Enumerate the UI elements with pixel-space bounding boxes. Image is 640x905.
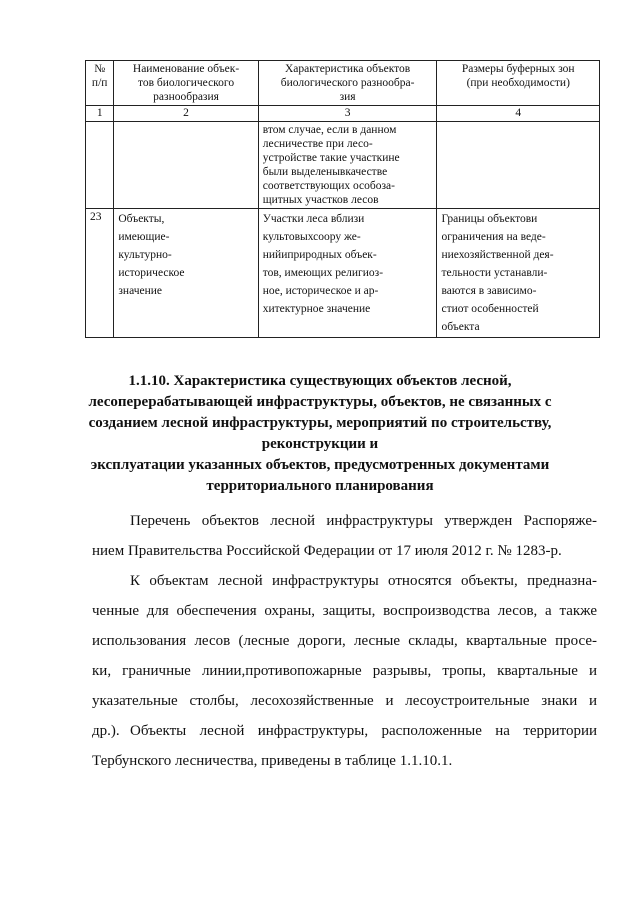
continuation-text-cell: втом случае, если в данном лесничестве при лесо- устройстве такие участкине были выделенывкачестве соответствующих особоза- щитных участков лесов xyxy=(258,122,437,209)
table-row-continuation xyxy=(86,122,600,209)
column-number-row xyxy=(86,106,600,122)
table-row-23 xyxy=(86,209,600,338)
column-number: 1 xyxy=(86,106,114,122)
biodiversity-table xyxy=(85,60,600,338)
section-heading: 1.1.10. Характеристика существующих объектов лесной, лесоперерабатывающей инфраструктуры, объектов, не связанных с созданием лесной инфраструктуры, мероприятий по строительству, реконструкции и эксплуатации указанных объектов, предусмотренных документами территориального планирования xyxy=(88,373,552,494)
column-number: 4 xyxy=(437,106,600,122)
object-name-cell: Объекты, имеющие- культурно- историческое значение xyxy=(114,209,258,338)
column-number: 3 xyxy=(258,106,437,122)
table-cell xyxy=(114,122,258,209)
table-cell xyxy=(86,122,114,209)
object-characteristic-cell: Участки леса вблизи культовыхсоору же- нийиприродных объек- тов, имеющих религиоз- ное, историческое и ар- хитектурное значение xyxy=(258,209,437,338)
buffer-zone-cell: Границы объектови ограничения на веде- ниехозяйственной дея- тельности устанавли- ваются в зависимо- стиот особенностей объекта xyxy=(437,209,600,338)
table-header-row xyxy=(86,61,600,106)
header-cell-characteristic: Характеристика объектов биологического разнообра- зия xyxy=(258,61,437,106)
paragraph-infrastructure-objects: К объектам лесной инфраструктуры относятся объекты, предназна- ченные для обеспечения охраны, защиты, воспроизводства лесов, а также использования лесов (лесные дороги, лесные склады, квартальные просе- ки, граничные линии,противопожарные разрывы, тропы, квартальные и указательные столбы, лесохозяйственные и лесоустроительные знаки и др.). xyxy=(92,573,597,739)
table-cell xyxy=(437,122,600,209)
header-cell-number: № п/п xyxy=(86,61,114,106)
header-cell-buffer-zones: Размеры буферных зон (при необходимости) xyxy=(437,61,600,106)
paragraph-infrastructure-list: Перечень объектов лесной инфраструктуры утвержден Распоряже- нием Правительства Российской Федерации от 17 июля 2012 г. № 1283-р. xyxy=(92,513,597,559)
column-number: 2 xyxy=(114,106,258,122)
header-cell-name: Наименование объек- тов биологического разнообразия xyxy=(114,61,258,106)
paragraph-table-reference: Объекты лесной инфраструктуры, расположенные на территории Тербунского лесничества, приведены в таблице 1.1.10.1. xyxy=(92,723,597,769)
row-number-cell: 23 xyxy=(86,209,114,338)
